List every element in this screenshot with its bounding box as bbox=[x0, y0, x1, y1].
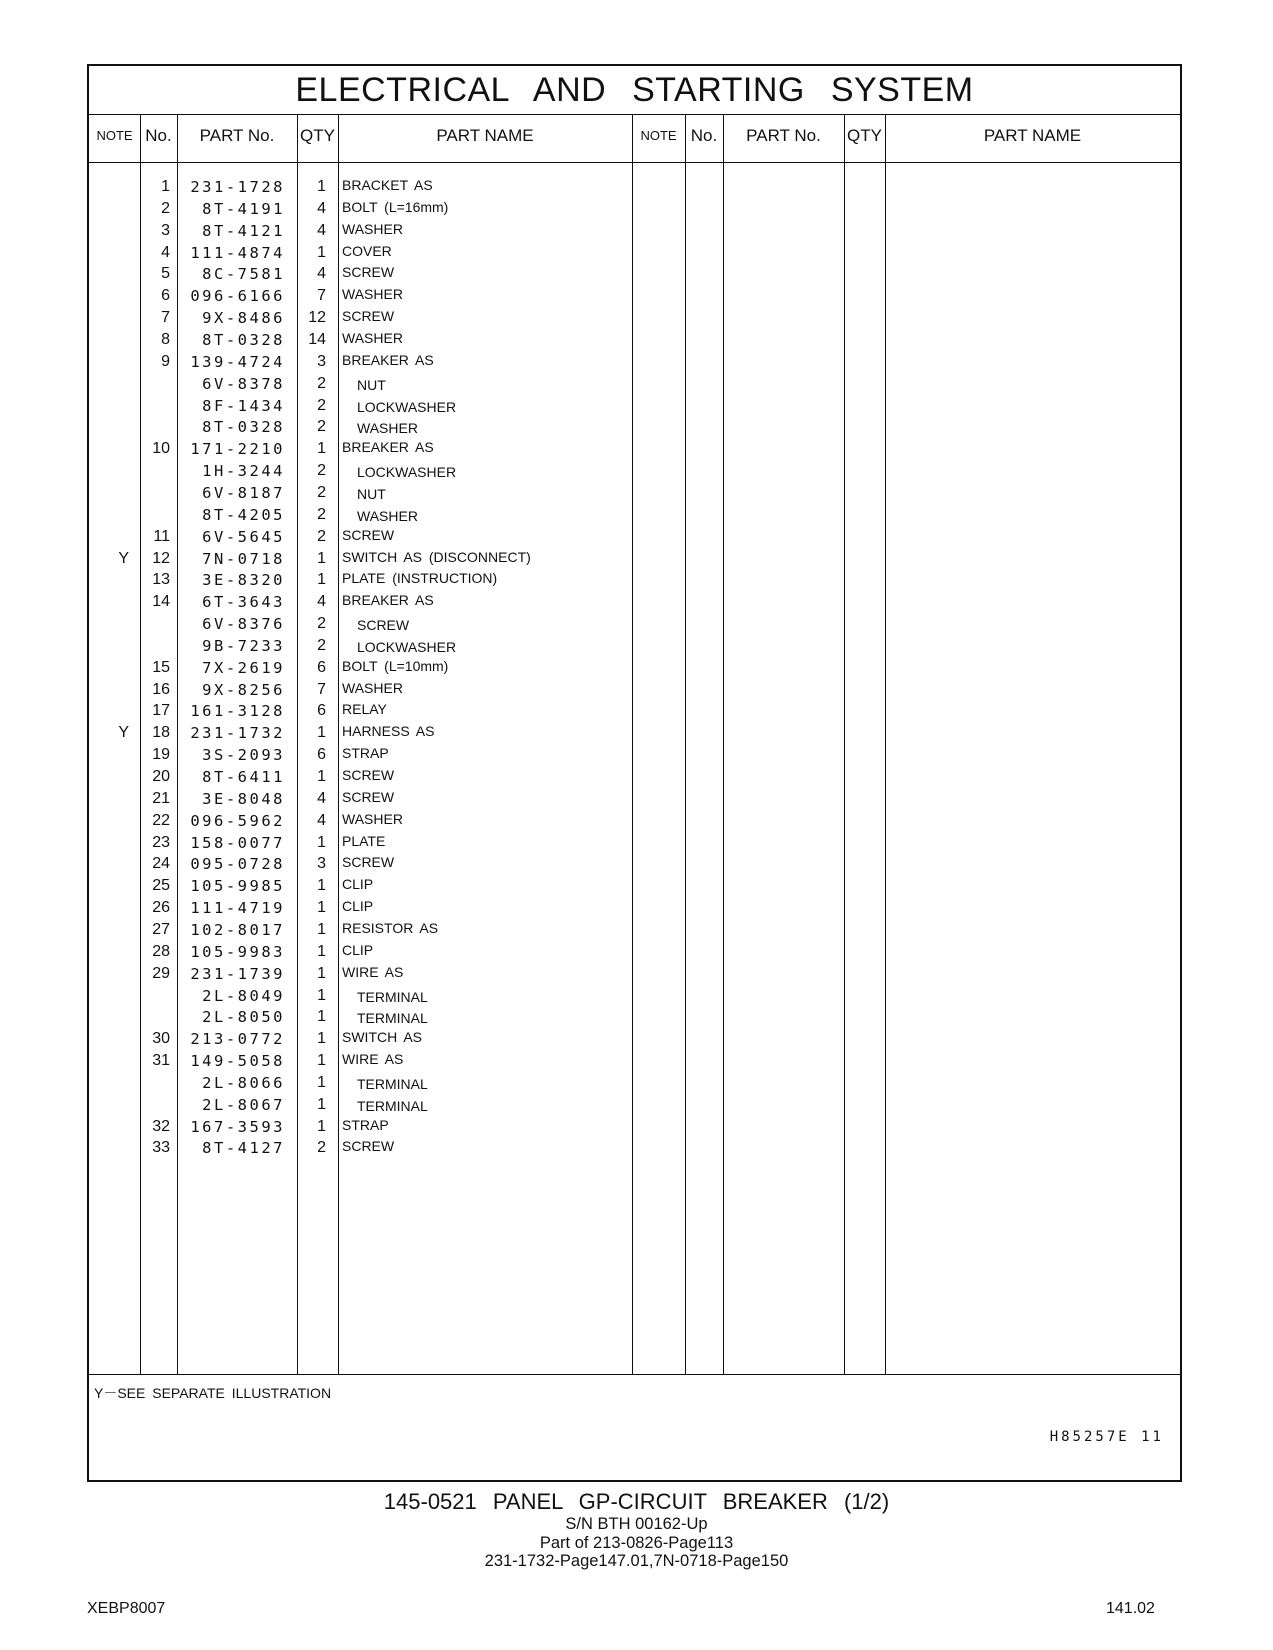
drawing-reference: H85257E 11 bbox=[1049, 1429, 1164, 1445]
table-row bbox=[89, 658, 609, 680]
row-item-number: 27 bbox=[152, 920, 170, 938]
table-row bbox=[89, 308, 609, 330]
row-part-name: SCREW bbox=[342, 854, 395, 871]
row-item-number: 30 bbox=[152, 1030, 170, 1048]
row-quantity: 1 bbox=[317, 1073, 326, 1091]
row-part-name: WIRE AS bbox=[342, 963, 404, 980]
row-quantity: 6 bbox=[317, 702, 326, 720]
caption-part-of: Part of 213-0826-Page113 bbox=[539, 1533, 734, 1552]
row-quantity: 1 bbox=[317, 877, 326, 895]
row-part-number: 7X-2619 bbox=[202, 658, 285, 677]
row-part-number: 231-1732 bbox=[190, 724, 285, 743]
table-row bbox=[89, 767, 609, 789]
row-quantity: 1 bbox=[317, 1095, 326, 1113]
row-quantity: 1 bbox=[317, 964, 326, 982]
row-item-number: 13 bbox=[152, 571, 170, 589]
row-item-number: 20 bbox=[152, 768, 170, 785]
document-id: XEBP8007 bbox=[87, 1600, 166, 1617]
row-part-name: CLIP bbox=[342, 876, 374, 893]
header-part-no-right: PART No. bbox=[746, 126, 821, 145]
row-item-number: 1 bbox=[161, 178, 170, 195]
row-part-name: SCREW bbox=[342, 767, 395, 783]
row-item-number: 23 bbox=[152, 833, 170, 851]
row-quantity: 1 bbox=[317, 1117, 326, 1135]
row-part-name: SCREW bbox=[342, 526, 395, 543]
row-quantity: 4 bbox=[317, 789, 326, 807]
row-quantity: 4 bbox=[317, 221, 326, 239]
row-item-number: 14 bbox=[152, 593, 170, 611]
table-row bbox=[89, 854, 609, 876]
row-part-number: 8C-7581 bbox=[202, 265, 285, 284]
row-quantity: 4 bbox=[317, 199, 326, 217]
row-part-name: SWITCH AS bbox=[342, 1029, 423, 1046]
table-row bbox=[89, 264, 609, 286]
row-part-name: CLIP bbox=[342, 898, 374, 915]
row-quantity: 2 bbox=[317, 505, 326, 523]
row-item-number: 32 bbox=[152, 1117, 170, 1135]
row-part-number: 8T-4121 bbox=[202, 221, 285, 240]
row-quantity: 2 bbox=[317, 418, 326, 436]
caption-references: 231-1732-Page147.01,7N-0718-Page150 bbox=[484, 1552, 789, 1570]
table-row bbox=[89, 1029, 609, 1051]
header-no-right: No. bbox=[690, 126, 718, 145]
row-item-number: 4 bbox=[161, 243, 170, 261]
row-quantity: 1 bbox=[317, 899, 326, 917]
row-item-number: 26 bbox=[152, 899, 170, 917]
table-row bbox=[89, 723, 609, 745]
row-item-number: 16 bbox=[152, 680, 170, 698]
row-item-number: 3 bbox=[161, 221, 170, 239]
table-row bbox=[89, 221, 609, 243]
table-bottom-rule bbox=[89, 1374, 1180, 1375]
row-part-number: 8T-4127 bbox=[202, 1139, 285, 1158]
row-item-number: 29 bbox=[152, 964, 170, 982]
row-part-number: 105-9985 bbox=[190, 877, 285, 896]
row-item-number: 5 bbox=[161, 265, 170, 283]
row-part-number: 139-4724 bbox=[190, 352, 285, 371]
row-part-name: TERMINAL bbox=[357, 988, 428, 1005]
table-row bbox=[89, 352, 609, 374]
row-part-name: WASHER bbox=[342, 810, 403, 827]
row-item-number: 11 bbox=[153, 527, 170, 545]
table-row bbox=[89, 614, 609, 636]
footnote: Y－SEE SEPARATE ILLUSTRATION bbox=[94, 1385, 332, 1401]
row-item-number: 22 bbox=[152, 811, 170, 829]
row-part-name: COVER bbox=[342, 242, 392, 259]
row-part-number: 2L-8067 bbox=[202, 1095, 285, 1114]
row-quantity: 2 bbox=[317, 396, 326, 414]
row-quantity: 6 bbox=[317, 746, 326, 764]
row-quantity: 3 bbox=[317, 352, 326, 370]
row-part-name: RESISTOR AS bbox=[342, 919, 439, 936]
row-part-name: WASHER bbox=[342, 286, 403, 303]
row-quantity: 2 bbox=[317, 1139, 326, 1157]
row-part-number: 149-5058 bbox=[190, 1052, 285, 1070]
row-part-number: 6V-8187 bbox=[202, 483, 285, 502]
header-no: No. bbox=[145, 126, 172, 145]
column-divider bbox=[685, 114, 686, 1374]
row-part-name: LOCKWASHER bbox=[357, 638, 457, 655]
row-part-number: 8T-4191 bbox=[202, 199, 285, 218]
figure-caption bbox=[0, 1489, 1273, 1571]
row-part-name: STRAP bbox=[342, 745, 389, 762]
row-quantity: 1 bbox=[317, 1030, 326, 1048]
row-part-number: 6V-8376 bbox=[202, 615, 285, 633]
row-quantity: 4 bbox=[317, 265, 326, 283]
table-row bbox=[89, 898, 609, 920]
row-part-number: 105-9983 bbox=[190, 942, 285, 961]
table-row bbox=[89, 1051, 609, 1073]
row-part-number: 231-1739 bbox=[190, 964, 285, 983]
header-part-no: PART No. bbox=[199, 126, 275, 145]
row-part-number: 3S-2093 bbox=[202, 746, 285, 765]
row-part-number: 158-0077 bbox=[190, 833, 285, 852]
row-quantity: 1 bbox=[317, 920, 326, 938]
row-part-number: 2L-8049 bbox=[202, 986, 285, 1005]
row-part-number: 9B-7233 bbox=[202, 636, 285, 655]
row-quantity: 2 bbox=[317, 462, 326, 480]
row-part-name: HARNESS AS bbox=[342, 723, 435, 740]
row-part-number: 102-8017 bbox=[190, 920, 285, 939]
row-part-name: BREAKER AS bbox=[342, 351, 434, 368]
row-part-name: RELAY bbox=[342, 701, 387, 718]
row-part-name: NUT bbox=[357, 376, 386, 393]
row-part-name: TERMINAL bbox=[357, 1097, 428, 1114]
row-part-name: WIRE AS bbox=[342, 1051, 404, 1067]
header-note: NOTE bbox=[96, 128, 133, 143]
row-item-number: 19 bbox=[152, 746, 170, 764]
row-item-number: 18 bbox=[152, 724, 170, 742]
table-row bbox=[89, 570, 609, 592]
row-quantity: 6 bbox=[317, 658, 326, 676]
row-quantity: 1 bbox=[317, 942, 326, 960]
table-row bbox=[89, 177, 609, 199]
table-row bbox=[89, 920, 609, 942]
page-number: 141.02 bbox=[1106, 1600, 1155, 1617]
row-part-number: 1H-3244 bbox=[202, 462, 285, 481]
row-part-name: BREAKER AS bbox=[342, 592, 434, 609]
row-part-name: TERMINAL bbox=[357, 1010, 428, 1027]
row-part-number: 8T-6411 bbox=[202, 768, 285, 786]
row-part-number: 8T-0328 bbox=[202, 331, 285, 349]
table-row bbox=[89, 527, 609, 549]
row-quantity: 2 bbox=[317, 636, 326, 654]
row-part-number: 161-3128 bbox=[190, 702, 285, 721]
column-header-row bbox=[89, 114, 1180, 163]
row-part-number: 9X-8486 bbox=[202, 309, 285, 328]
row-part-name: STRAP bbox=[342, 1116, 389, 1133]
header-part-name-right: PART NAME bbox=[983, 126, 1082, 145]
row-part-name: SCREW bbox=[357, 617, 410, 633]
row-quantity: 1 bbox=[317, 724, 326, 742]
row-part-number: 7N-0718 bbox=[202, 549, 285, 568]
row-part-name: WASHER bbox=[342, 220, 403, 237]
column-divider bbox=[632, 114, 633, 1374]
row-quantity: 4 bbox=[317, 811, 326, 829]
row-item-number: 15 bbox=[152, 658, 170, 676]
column-divider bbox=[885, 114, 886, 1374]
table-row bbox=[89, 964, 609, 986]
row-part-number: 231-1728 bbox=[190, 178, 285, 196]
row-part-number: 8T-0328 bbox=[202, 418, 285, 437]
row-item-number: 31 bbox=[152, 1052, 170, 1069]
row-part-name: WASHER bbox=[357, 420, 418, 437]
page-title: ELECTRICAL AND STARTING SYSTEM bbox=[89, 66, 1180, 115]
row-quantity: 1 bbox=[317, 243, 326, 261]
row-quantity: 1 bbox=[317, 1052, 326, 1069]
row-part-name: LOCKWASHER bbox=[357, 464, 457, 481]
caption-serial: S/N BTH 00162-Up bbox=[565, 1515, 708, 1533]
row-part-name: WASHER bbox=[357, 507, 418, 524]
row-quantity: 12 bbox=[308, 309, 326, 327]
table-row bbox=[89, 243, 609, 265]
row-part-number: 8F-1434 bbox=[202, 396, 285, 415]
row-quantity: 1 bbox=[317, 768, 326, 785]
row-item-number: 24 bbox=[152, 855, 170, 873]
row-part-number: 095-0728 bbox=[190, 855, 285, 874]
table-row bbox=[89, 374, 609, 396]
row-part-name: BOLT (L=10mm) bbox=[342, 657, 449, 674]
row-item-number: 21 bbox=[152, 789, 170, 807]
table-row bbox=[89, 439, 609, 461]
row-part-number: 6V-8378 bbox=[202, 374, 285, 393]
row-quantity: 1 bbox=[317, 833, 326, 851]
row-quantity: 4 bbox=[317, 593, 326, 611]
row-part-number: 213-0772 bbox=[190, 1030, 285, 1049]
row-quantity: 7 bbox=[317, 680, 326, 698]
row-part-name: NUT bbox=[357, 485, 386, 502]
row-item-number: 25 bbox=[152, 877, 170, 895]
row-item-number: 12 bbox=[152, 549, 170, 567]
header-note-right: NOTE bbox=[640, 128, 677, 143]
table-row bbox=[89, 483, 609, 505]
header-part-name: PART NAME bbox=[436, 126, 534, 145]
row-part-number: 2L-8050 bbox=[202, 1008, 285, 1027]
table-row bbox=[89, 680, 609, 702]
row-quantity: 1 bbox=[317, 178, 326, 195]
row-part-name: SCREW bbox=[342, 1138, 395, 1155]
row-part-name: BRACKET AS bbox=[342, 177, 433, 193]
row-item-number: 33 bbox=[152, 1139, 170, 1157]
table-row bbox=[89, 876, 609, 898]
row-part-number: 111-4719 bbox=[190, 899, 285, 918]
table-row bbox=[89, 417, 609, 439]
row-part-name: BREAKER AS bbox=[342, 439, 434, 456]
row-quantity: 14 bbox=[308, 331, 326, 348]
row-part-name: BOLT (L=16mm) bbox=[342, 198, 449, 215]
table-row bbox=[89, 1073, 609, 1095]
row-part-number: 111-4874 bbox=[190, 243, 285, 262]
row-part-name: SWITCH AS (DISCONNECT) bbox=[342, 548, 531, 565]
table-row bbox=[89, 789, 609, 811]
table-row bbox=[89, 505, 609, 527]
parts-list-frame bbox=[87, 64, 1182, 1482]
row-item-number: 8 bbox=[161, 331, 170, 348]
row-part-name: WASHER bbox=[342, 330, 403, 346]
caption-title: 145-0521 PANEL GP-CIRCUIT BREAKER (1/2) bbox=[383, 1489, 890, 1514]
row-part-name: SCREW bbox=[342, 788, 395, 805]
row-quantity: 1 bbox=[317, 1008, 326, 1026]
table-row bbox=[89, 986, 609, 1008]
table-row bbox=[89, 396, 609, 418]
row-part-number: 6V-5645 bbox=[202, 527, 285, 546]
row-part-name: WASHER bbox=[342, 679, 403, 696]
column-divider bbox=[723, 114, 724, 1374]
row-part-name: CLIP bbox=[342, 941, 374, 958]
row-part-name: PLATE (INSTRUCTION) bbox=[342, 570, 498, 587]
table-row bbox=[89, 461, 609, 483]
table-row bbox=[89, 833, 609, 855]
row-part-number: 9X-8256 bbox=[202, 680, 285, 699]
table-row bbox=[89, 330, 609, 352]
table-row bbox=[89, 701, 609, 723]
row-part-number: 3E-8320 bbox=[202, 571, 285, 590]
row-part-name: TERMINAL bbox=[357, 1075, 428, 1092]
header-qty: QTY bbox=[300, 126, 335, 145]
row-quantity: 2 bbox=[317, 483, 326, 501]
table-row bbox=[89, 745, 609, 767]
row-part-name: PLATE bbox=[342, 832, 386, 849]
table-row bbox=[89, 942, 609, 964]
row-quantity: 1 bbox=[317, 571, 326, 589]
row-item-number: 2 bbox=[161, 199, 170, 217]
row-part-number: 096-5962 bbox=[190, 811, 285, 830]
row-item-number: 7 bbox=[161, 309, 170, 327]
table-row bbox=[89, 636, 609, 658]
row-quantity: 2 bbox=[317, 615, 326, 632]
row-part-name: SCREW bbox=[342, 308, 395, 325]
column-divider bbox=[844, 114, 845, 1374]
table-row bbox=[89, 199, 609, 221]
table-row bbox=[89, 1007, 609, 1029]
row-part-number: 3E-8048 bbox=[202, 789, 285, 808]
row-item-number: 28 bbox=[152, 942, 170, 960]
table-row bbox=[89, 1117, 609, 1139]
row-part-name: LOCKWASHER bbox=[357, 398, 457, 415]
row-quantity: 2 bbox=[317, 374, 326, 392]
row-part-number: 8T-4205 bbox=[202, 505, 285, 524]
table-row bbox=[89, 1138, 609, 1160]
row-part-number: 167-3593 bbox=[190, 1117, 285, 1136]
row-part-number: 171-2210 bbox=[190, 440, 285, 459]
row-quantity: 1 bbox=[317, 986, 326, 1004]
row-quantity: 2 bbox=[317, 527, 326, 545]
row-quantity: 7 bbox=[317, 287, 326, 305]
row-part-number: 096-6166 bbox=[190, 287, 285, 306]
row-item-number: 6 bbox=[161, 287, 170, 305]
header-qty-right: QTY bbox=[847, 126, 882, 145]
row-quantity: 1 bbox=[317, 549, 326, 567]
row-item-number: 9 bbox=[161, 352, 170, 370]
row-note: Y bbox=[118, 549, 129, 567]
row-part-name: SCREW bbox=[342, 264, 395, 281]
row-quantity: 1 bbox=[317, 440, 326, 458]
row-quantity: 3 bbox=[317, 855, 326, 873]
table-row bbox=[89, 549, 609, 571]
table-row bbox=[89, 592, 609, 614]
table-row bbox=[89, 811, 609, 833]
table-row bbox=[89, 286, 609, 308]
row-item-number: 17 bbox=[152, 702, 170, 720]
row-note: Y bbox=[118, 724, 129, 742]
row-item-number: 10 bbox=[152, 440, 170, 458]
row-part-number: 6T-3643 bbox=[202, 593, 285, 612]
row-part-number: 2L-8066 bbox=[202, 1073, 285, 1092]
table-row bbox=[89, 1095, 609, 1117]
